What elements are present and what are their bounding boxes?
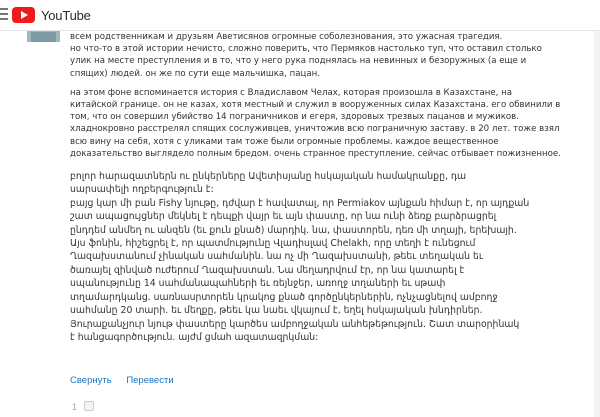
comment-line: на этом фоне вспоминается история с Владиславом Челах, которая произошла в Казахстане, на <box>70 87 513 98</box>
comment-line: улик на месте преступления и в то, что у него рука поднялась на невинных и безоружных (а еще и <box>70 56 527 67</box>
thumbs-up-icon[interactable] <box>84 401 94 411</box>
translated-line: շատ ապացույցներ մեկնել է դեպքի վայր եւ այն փաստը, որ նա ունի ձեռք բարձրացրել <box>70 211 497 223</box>
comment-body <box>70 31 592 344</box>
collapse-link[interactable]: Свернуть <box>70 375 112 386</box>
like-count: 1 <box>72 402 78 412</box>
brand-name[interactable]: YouTube <box>41 8 91 23</box>
scrollbar[interactable] <box>594 30 600 417</box>
like-row <box>72 401 94 412</box>
comment-line: том, что он совершил убийство 14 пограничников и егеря, здоровых трезвых пацанов и мужиков. <box>70 112 519 123</box>
translated-line: սարսափելի ողբերգություն է: <box>70 184 214 196</box>
comment-line: хладнокровно расстрелял спящих сослуживцев, уничтожив всю пограничную заставу. в 20 лет. тоже взял <box>70 124 560 135</box>
translated-line: տղամարդկանց. սառնասրտորեն կրակոց քնած գործընկերներին, ոչնչացնելով ամբողջ <box>70 291 498 303</box>
youtube-play-logo-icon[interactable] <box>12 7 35 23</box>
translated-line: Յուրաքանչյուր նյութ փաստերը կարծես ամբողջական անհեթեթություն. Շատ տարօրինակ <box>70 318 520 330</box>
comment-line: китайской границе. он не казах, хотя местный и служил в вооруженных силах Казахстана. его обвинили в <box>70 100 561 111</box>
translated-line: ընդդեմ անմեղ ու անզեն (եւ քուն քնած) մարդիկ. նա, փաստորեն, դեռ մի տղայի, երեխայի. <box>70 224 517 236</box>
translated-line: սպանությունը 14 սահմանապահների եւ ռեյնջեր, առողջ տղաների եւ սթափ <box>70 278 446 290</box>
comment-line: всем родственникам и друзьям Аветисянов огромные соболезнования, это ужасная трагедия. <box>70 32 503 42</box>
comment-line: но что-то в этой истории нечисто, сложно поверить, что Пермяков настолько туп, что оставил столько <box>70 44 542 55</box>
translated-line: սահմանը 20 տարի. եւ մեղքը, թեեւ կա նաեւ վկայում է, եղել հսկայական խնդիրներ. <box>70 305 483 317</box>
hamburger-menu-icon[interactable] <box>0 8 10 22</box>
translated-line: է հանցագործություն. այժմ ցմահ ազատազրկման: <box>70 331 319 343</box>
translated-line: Ղազախստանում չինական սահմանին. նա ոչ մի Ղազախստանի, թեեւ տեղական եւ <box>70 251 483 263</box>
comment-line: доказательство выглядело полным бредом. очень странное преступление. сейчас отбывает пожизненное. <box>70 148 561 159</box>
translated-line: Այս ֆոնին, հիշեցրել է, որ պատմությունը Վլադիսլավ Chelakh, որը տեղի է ունեցում <box>70 238 476 250</box>
translated-line: ծառայել զինված ուժերում Ղազախստան. Նա մեղադրվում էր, որ նա կատարել է <box>70 264 465 276</box>
comment-actions <box>70 375 186 386</box>
translated-line: բոլոր հարազատներն ու ընկերները Ավետիսյանը հսկայական համակրանքը, դա <box>70 171 467 183</box>
translated-line: բայց կար մի բան Fishy նյութը, դժվար է հավատալ, որ Permiakov այնքան հիմար է, որ այդքան <box>70 197 530 209</box>
comment-line: спящих) людей. он же по сути еще мальчишка, пацан. <box>70 68 320 79</box>
top-bar <box>0 0 600 31</box>
comment-line: всю вину на себя, хотя с уликами там тоже были огромные проблемы. каждое вещественное <box>70 136 499 147</box>
translate-link[interactable]: Перевести <box>126 375 174 386</box>
